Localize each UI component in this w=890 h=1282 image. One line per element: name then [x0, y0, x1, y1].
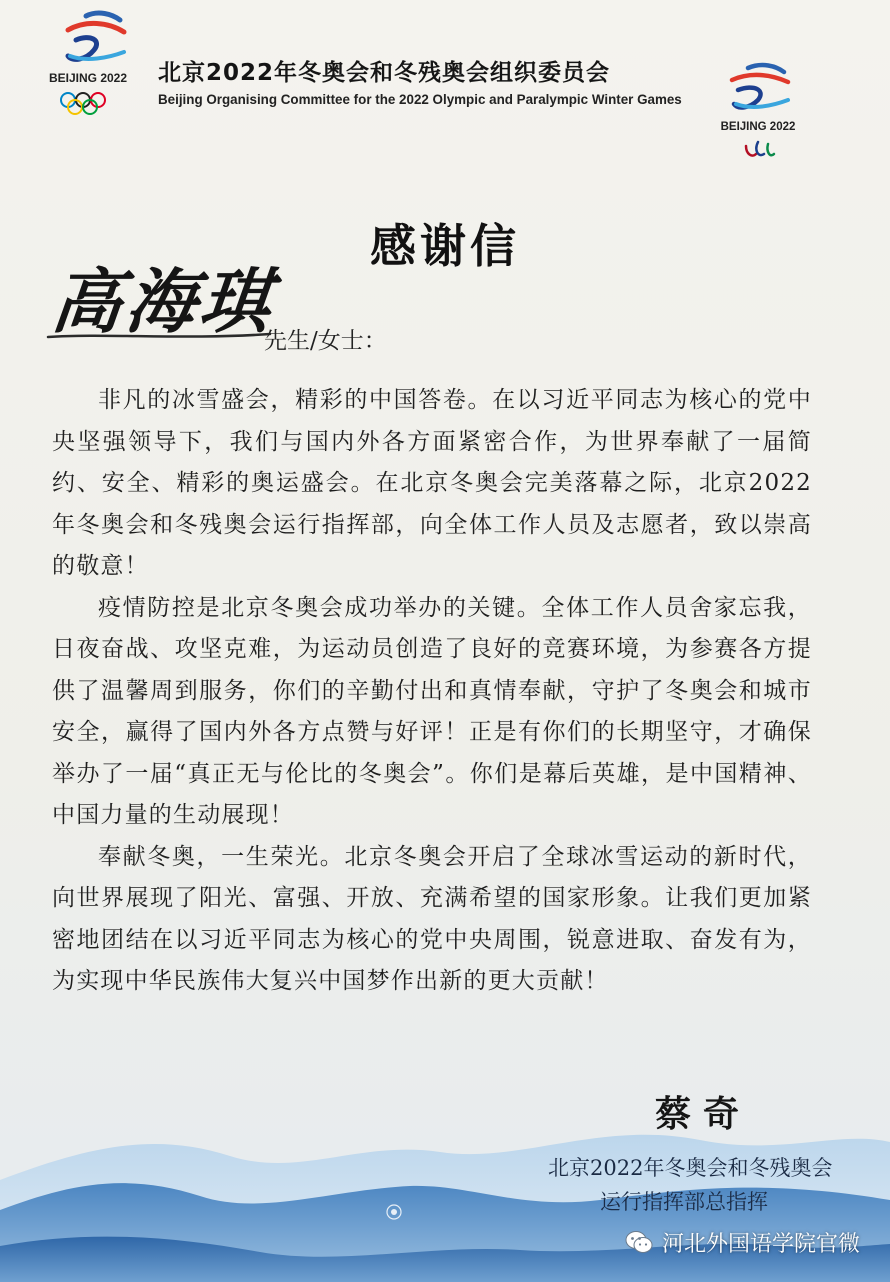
source-watermark — [624, 1224, 860, 1260]
letter-body — [52, 380, 812, 1003]
recipient-name-handwritten: 高海琪 — [47, 260, 279, 343]
beijing-2022-paralympic-emblem — [708, 58, 808, 168]
organiser-name-cn: 北京2022年冬奥会和冬残奥会组织委员会 — [158, 60, 611, 86]
paragraph: 疫情防控是北京冬奥会成功举办的关键。全体工作人员舍家忘我，日夜奋战、攻坚克难，为运动员创造了良好的竞赛环境，为参赛各方提供了温馨周到服务，你们的辛勤付出和真情奉献，守护了冬奥会和城市安全，赢得了国内外各方点赞与好评！正是有你们的长期坚守，才确保举办了一届“真正无与伦比的冬奥会”。你们是幕后英雄，是中国精神、中国力量的生动展现！ — [52, 594, 812, 828]
signature-title-line2: 运行指挥部总指挥 — [600, 1190, 768, 1214]
paragraph: 奉献冬奥，一生荣光。北京冬奥会开启了全球冰雪运动的新时代，向世界展现了阳光、富强、开放、充满希望的国家形象。让我们更加紧密地团结在以习近平同志为核心的党中央周围，锐意进取、奋发有为，为实现中华民族伟大复兴中国梦作出新的更大贡献！ — [52, 843, 812, 994]
svg-text:BEIJING 2022: BEIJING 2022 — [48, 71, 128, 85]
watermark-text: 河北外国语学院官微 — [662, 1231, 861, 1257]
signature-title-line1: 北京2022年冬奥会和冬残奥会 — [548, 1156, 833, 1180]
organiser-name-en: Beijing Organising Committee for the 2022 Olympic and Paralympic Winter Games — [158, 92, 682, 107]
wechat-icon — [624, 1229, 654, 1255]
paragraph: 非凡的冰雪盛会，精彩的中国答卷。在以习近平同志为核心的党中央坚强领导下，我们与国内外各方面紧密合作，为世界奉献了一届简约、安全、精彩的奥运盛会。在北京冬奥会完美落幕之际，北京2022年冬奥会和冬残奥会运行指挥部，向全体工作人员及志愿者，致以崇高的敬意！ — [52, 387, 812, 579]
beijing-2022-olympic-emblem — [28, 6, 148, 126]
letter-title: 感谢信 — [370, 219, 520, 273]
signature-underline — [46, 328, 272, 342]
signature-name: 蔡奇 — [655, 1093, 752, 1135]
svg-text:BEIJING 2022: BEIJING 2022 — [720, 121, 796, 133]
salutation: 先生/女士： — [264, 328, 387, 354]
